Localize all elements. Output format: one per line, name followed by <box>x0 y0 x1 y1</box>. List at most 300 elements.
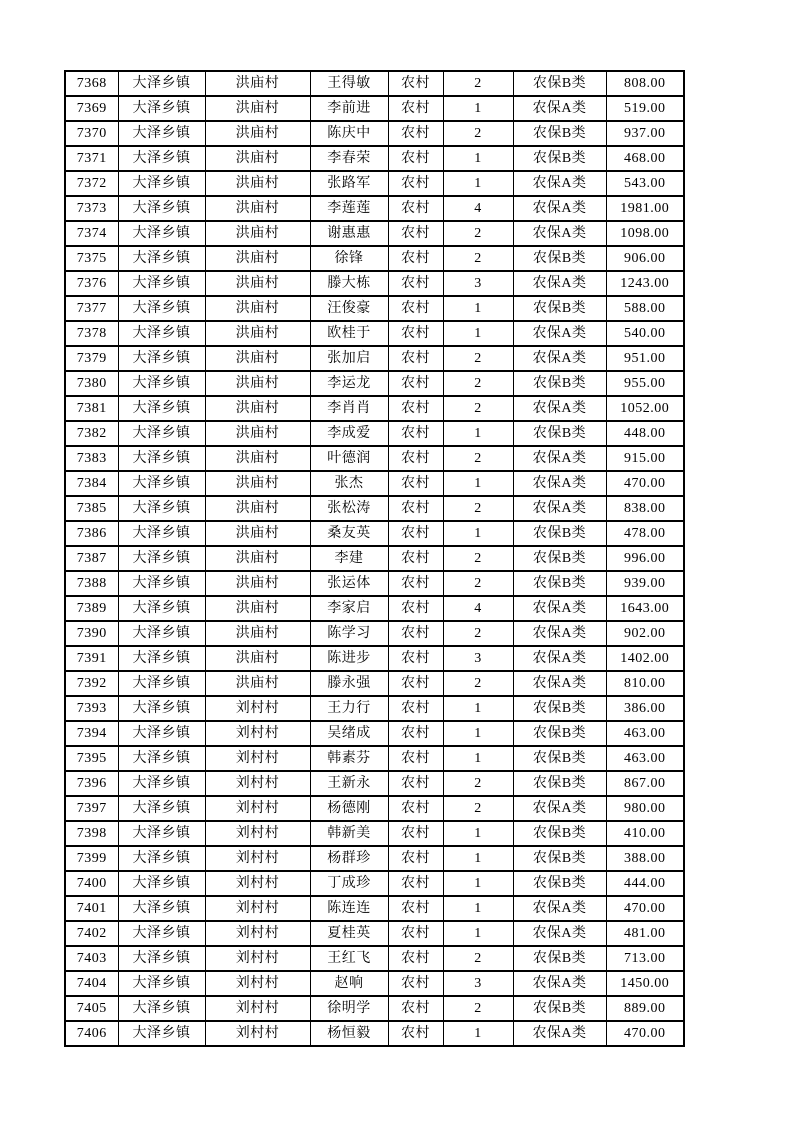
table-row <box>65 421 684 446</box>
cell-person-name: 李莲莲 <box>310 196 388 221</box>
cell-amount: 980.00 <box>606 796 684 821</box>
cell-serial-number: 7406 <box>65 1021 118 1046</box>
cell-person-name: 陈进步 <box>310 646 388 671</box>
cell-person-name: 赵响 <box>310 971 388 996</box>
cell-insurance-class: 农保B类 <box>513 146 606 171</box>
cell-township: 大泽乡镇 <box>118 396 205 421</box>
cell-township: 大泽乡镇 <box>118 421 205 446</box>
cell-insurance-class: 农保A类 <box>513 796 606 821</box>
table-row <box>65 896 684 921</box>
cell-person-name: 韩新美 <box>310 821 388 846</box>
cell-village: 洪庙村 <box>205 71 310 96</box>
cell-residence-type: 农村 <box>388 546 443 571</box>
table-row <box>65 371 684 396</box>
cell-residence-type: 农村 <box>388 221 443 246</box>
cell-person-count: 1 <box>443 871 513 896</box>
cell-township: 大泽乡镇 <box>118 196 205 221</box>
cell-insurance-class: 农保A类 <box>513 96 606 121</box>
cell-serial-number: 7394 <box>65 721 118 746</box>
cell-person-count: 1 <box>443 96 513 121</box>
cell-residence-type: 农村 <box>388 196 443 221</box>
cell-residence-type: 农村 <box>388 646 443 671</box>
cell-amount: 519.00 <box>606 96 684 121</box>
cell-residence-type: 农村 <box>388 421 443 446</box>
cell-residence-type: 农村 <box>388 521 443 546</box>
cell-person-name: 李家启 <box>310 596 388 621</box>
table-row <box>65 621 684 646</box>
cell-serial-number: 7386 <box>65 521 118 546</box>
cell-person-count: 2 <box>443 221 513 246</box>
cell-person-count: 2 <box>443 796 513 821</box>
cell-residence-type: 农村 <box>388 371 443 396</box>
cell-person-name: 王红飞 <box>310 946 388 971</box>
cell-amount: 838.00 <box>606 496 684 521</box>
cell-serial-number: 7401 <box>65 896 118 921</box>
cell-person-count: 3 <box>443 646 513 671</box>
cell-person-count: 2 <box>443 496 513 521</box>
cell-residence-type: 农村 <box>388 71 443 96</box>
cell-insurance-class: 农保A类 <box>513 471 606 496</box>
cell-residence-type: 农村 <box>388 96 443 121</box>
cell-insurance-class: 农保A类 <box>513 921 606 946</box>
table-row <box>65 446 684 471</box>
cell-insurance-class: 农保B类 <box>513 821 606 846</box>
cell-residence-type: 农村 <box>388 796 443 821</box>
table-row <box>65 546 684 571</box>
cell-residence-type: 农村 <box>388 146 443 171</box>
cell-person-name: 王力行 <box>310 696 388 721</box>
cell-serial-number: 7372 <box>65 171 118 196</box>
cell-serial-number: 7398 <box>65 821 118 846</box>
cell-amount: 444.00 <box>606 871 684 896</box>
cell-serial-number: 7378 <box>65 321 118 346</box>
cell-serial-number: 7370 <box>65 121 118 146</box>
table-row <box>65 771 684 796</box>
cell-residence-type: 农村 <box>388 446 443 471</box>
table-row <box>65 246 684 271</box>
cell-person-count: 2 <box>443 396 513 421</box>
cell-township: 大泽乡镇 <box>118 871 205 896</box>
cell-serial-number: 7380 <box>65 371 118 396</box>
cell-person-count: 1 <box>443 896 513 921</box>
cell-person-name: 李前进 <box>310 96 388 121</box>
cell-serial-number: 7396 <box>65 771 118 796</box>
table-row <box>65 746 684 771</box>
table-row <box>65 796 684 821</box>
table-row <box>65 471 684 496</box>
cell-person-count: 1 <box>443 471 513 496</box>
cell-person-count: 2 <box>443 671 513 696</box>
cell-township: 大泽乡镇 <box>118 921 205 946</box>
cell-village: 洪庙村 <box>205 171 310 196</box>
cell-township: 大泽乡镇 <box>118 146 205 171</box>
cell-insurance-class: 农保B类 <box>513 421 606 446</box>
cell-serial-number: 7369 <box>65 96 118 121</box>
cell-person-count: 1 <box>443 821 513 846</box>
cell-person-count: 1 <box>443 696 513 721</box>
table-row <box>65 846 684 871</box>
cell-person-name: 李运龙 <box>310 371 388 396</box>
cell-person-count: 2 <box>443 946 513 971</box>
cell-insurance-class: 农保A类 <box>513 596 606 621</box>
cell-residence-type: 农村 <box>388 296 443 321</box>
cell-township: 大泽乡镇 <box>118 996 205 1021</box>
cell-residence-type: 农村 <box>388 571 443 596</box>
cell-residence-type: 农村 <box>388 246 443 271</box>
cell-person-count: 4 <box>443 196 513 221</box>
cell-township: 大泽乡镇 <box>118 721 205 746</box>
cell-township: 大泽乡镇 <box>118 296 205 321</box>
cell-amount: 1243.00 <box>606 271 684 296</box>
cell-township: 大泽乡镇 <box>118 71 205 96</box>
table-row <box>65 321 684 346</box>
cell-insurance-class: 农保A类 <box>513 496 606 521</box>
table-row <box>65 171 684 196</box>
cell-amount: 713.00 <box>606 946 684 971</box>
table-row <box>65 646 684 671</box>
cell-person-count: 1 <box>443 321 513 346</box>
cell-township: 大泽乡镇 <box>118 271 205 296</box>
cell-village: 刘村村 <box>205 696 310 721</box>
table-row <box>65 871 684 896</box>
cell-village: 洪庙村 <box>205 496 310 521</box>
cell-residence-type: 农村 <box>388 671 443 696</box>
cell-serial-number: 7391 <box>65 646 118 671</box>
cell-person-count: 3 <box>443 271 513 296</box>
table-row <box>65 121 684 146</box>
cell-person-count: 2 <box>443 346 513 371</box>
cell-amount: 463.00 <box>606 721 684 746</box>
cell-insurance-class: 农保B类 <box>513 296 606 321</box>
data-table <box>64 70 685 1047</box>
cell-serial-number: 7400 <box>65 871 118 896</box>
cell-village: 刘村村 <box>205 896 310 921</box>
cell-amount: 808.00 <box>606 71 684 96</box>
cell-residence-type: 农村 <box>388 121 443 146</box>
cell-residence-type: 农村 <box>388 396 443 421</box>
cell-residence-type: 农村 <box>388 946 443 971</box>
cell-township: 大泽乡镇 <box>118 546 205 571</box>
cell-amount: 1981.00 <box>606 196 684 221</box>
cell-residence-type: 农村 <box>388 621 443 646</box>
cell-person-name: 夏桂英 <box>310 921 388 946</box>
cell-village: 洪庙村 <box>205 546 310 571</box>
cell-amount: 937.00 <box>606 121 684 146</box>
cell-person-count: 2 <box>443 771 513 796</box>
cell-person-count: 2 <box>443 246 513 271</box>
cell-residence-type: 农村 <box>388 321 443 346</box>
cell-insurance-class: 农保A类 <box>513 621 606 646</box>
cell-amount: 481.00 <box>606 921 684 946</box>
cell-township: 大泽乡镇 <box>118 346 205 371</box>
cell-village: 洪庙村 <box>205 621 310 646</box>
cell-person-name: 张运体 <box>310 571 388 596</box>
cell-person-name: 欧桂于 <box>310 321 388 346</box>
cell-serial-number: 7388 <box>65 571 118 596</box>
cell-amount: 470.00 <box>606 471 684 496</box>
cell-insurance-class: 农保B类 <box>513 546 606 571</box>
cell-residence-type: 农村 <box>388 496 443 521</box>
cell-person-count: 2 <box>443 121 513 146</box>
cell-amount: 1643.00 <box>606 596 684 621</box>
cell-person-count: 2 <box>443 571 513 596</box>
cell-village: 洪庙村 <box>205 371 310 396</box>
cell-amount: 1402.00 <box>606 646 684 671</box>
cell-village: 洪庙村 <box>205 271 310 296</box>
cell-village: 刘村村 <box>205 871 310 896</box>
cell-amount: 470.00 <box>606 896 684 921</box>
cell-township: 大泽乡镇 <box>118 771 205 796</box>
cell-person-name: 张松涛 <box>310 496 388 521</box>
cell-residence-type: 农村 <box>388 921 443 946</box>
cell-person-name: 徐锋 <box>310 246 388 271</box>
cell-person-name: 张杰 <box>310 471 388 496</box>
cell-township: 大泽乡镇 <box>118 1021 205 1046</box>
cell-residence-type: 农村 <box>388 696 443 721</box>
table-row <box>65 996 684 1021</box>
cell-amount: 463.00 <box>606 746 684 771</box>
cell-village: 刘村村 <box>205 996 310 1021</box>
cell-serial-number: 7377 <box>65 296 118 321</box>
cell-serial-number: 7399 <box>65 846 118 871</box>
cell-amount: 478.00 <box>606 521 684 546</box>
cell-person-name: 陈学习 <box>310 621 388 646</box>
cell-serial-number: 7381 <box>65 396 118 421</box>
cell-township: 大泽乡镇 <box>118 671 205 696</box>
cell-serial-number: 7395 <box>65 746 118 771</box>
cell-village: 洪庙村 <box>205 121 310 146</box>
cell-insurance-class: 农保B类 <box>513 771 606 796</box>
cell-village: 洪庙村 <box>205 596 310 621</box>
cell-residence-type: 农村 <box>388 846 443 871</box>
cell-person-name: 张路军 <box>310 171 388 196</box>
cell-serial-number: 7374 <box>65 221 118 246</box>
cell-amount: 996.00 <box>606 546 684 571</box>
cell-village: 刘村村 <box>205 746 310 771</box>
cell-person-name: 丁成珍 <box>310 871 388 896</box>
cell-amount: 955.00 <box>606 371 684 396</box>
cell-amount: 1052.00 <box>606 396 684 421</box>
cell-insurance-class: 农保B类 <box>513 571 606 596</box>
cell-insurance-class: 农保B类 <box>513 871 606 896</box>
cell-residence-type: 农村 <box>388 871 443 896</box>
cell-village: 刘村村 <box>205 796 310 821</box>
cell-amount: 386.00 <box>606 696 684 721</box>
cell-serial-number: 7402 <box>65 921 118 946</box>
cell-serial-number: 7392 <box>65 671 118 696</box>
cell-village: 洪庙村 <box>205 221 310 246</box>
cell-person-count: 2 <box>443 621 513 646</box>
cell-insurance-class: 农保B类 <box>513 996 606 1021</box>
cell-person-name: 王得敏 <box>310 71 388 96</box>
cell-serial-number: 7382 <box>65 421 118 446</box>
cell-residence-type: 农村 <box>388 1021 443 1046</box>
cell-serial-number: 7371 <box>65 146 118 171</box>
cell-person-name: 谢惠惠 <box>310 221 388 246</box>
cell-amount: 543.00 <box>606 171 684 196</box>
cell-residence-type: 农村 <box>388 596 443 621</box>
cell-serial-number: 7403 <box>65 946 118 971</box>
cell-insurance-class: 农保A类 <box>513 321 606 346</box>
cell-township: 大泽乡镇 <box>118 246 205 271</box>
table-row <box>65 96 684 121</box>
cell-village: 洪庙村 <box>205 421 310 446</box>
cell-insurance-class: 农保B类 <box>513 946 606 971</box>
cell-village: 洪庙村 <box>205 321 310 346</box>
cell-township: 大泽乡镇 <box>118 121 205 146</box>
cell-insurance-class: 农保A类 <box>513 396 606 421</box>
cell-person-count: 2 <box>443 71 513 96</box>
cell-township: 大泽乡镇 <box>118 821 205 846</box>
cell-residence-type: 农村 <box>388 346 443 371</box>
table-row <box>65 271 684 296</box>
cell-insurance-class: 农保B类 <box>513 246 606 271</box>
cell-person-name: 滕大栋 <box>310 271 388 296</box>
cell-township: 大泽乡镇 <box>118 496 205 521</box>
cell-amount: 470.00 <box>606 1021 684 1046</box>
cell-person-count: 1 <box>443 721 513 746</box>
cell-township: 大泽乡镇 <box>118 746 205 771</box>
cell-township: 大泽乡镇 <box>118 171 205 196</box>
cell-township: 大泽乡镇 <box>118 946 205 971</box>
cell-township: 大泽乡镇 <box>118 646 205 671</box>
cell-serial-number: 7404 <box>65 971 118 996</box>
cell-person-count: 1 <box>443 421 513 446</box>
cell-township: 大泽乡镇 <box>118 846 205 871</box>
cell-person-name: 韩素芬 <box>310 746 388 771</box>
cell-amount: 939.00 <box>606 571 684 596</box>
cell-amount: 1450.00 <box>606 971 684 996</box>
cell-person-name: 杨德刚 <box>310 796 388 821</box>
cell-amount: 902.00 <box>606 621 684 646</box>
cell-village: 刘村村 <box>205 771 310 796</box>
cell-person-count: 1 <box>443 921 513 946</box>
cell-insurance-class: 农保A类 <box>513 446 606 471</box>
cell-township: 大泽乡镇 <box>118 96 205 121</box>
cell-amount: 889.00 <box>606 996 684 1021</box>
cell-residence-type: 农村 <box>388 971 443 996</box>
cell-township: 大泽乡镇 <box>118 571 205 596</box>
cell-insurance-class: 农保B类 <box>513 371 606 396</box>
table-row <box>65 721 684 746</box>
cell-township: 大泽乡镇 <box>118 796 205 821</box>
cell-amount: 810.00 <box>606 671 684 696</box>
cell-amount: 1098.00 <box>606 221 684 246</box>
cell-person-count: 1 <box>443 1021 513 1046</box>
cell-township: 大泽乡镇 <box>118 896 205 921</box>
cell-village: 洪庙村 <box>205 571 310 596</box>
cell-village: 洪庙村 <box>205 646 310 671</box>
cell-person-count: 1 <box>443 146 513 171</box>
cell-serial-number: 7393 <box>65 696 118 721</box>
cell-insurance-class: 农保A类 <box>513 346 606 371</box>
cell-residence-type: 农村 <box>388 171 443 196</box>
cell-serial-number: 7368 <box>65 71 118 96</box>
cell-amount: 410.00 <box>606 821 684 846</box>
cell-amount: 915.00 <box>606 446 684 471</box>
table-row <box>65 696 684 721</box>
cell-person-count: 4 <box>443 596 513 621</box>
cell-village: 洪庙村 <box>205 471 310 496</box>
table-row <box>65 296 684 321</box>
cell-person-count: 1 <box>443 521 513 546</box>
cell-amount: 448.00 <box>606 421 684 446</box>
cell-insurance-class: 农保A类 <box>513 1021 606 1046</box>
cell-serial-number: 7383 <box>65 446 118 471</box>
table-row <box>65 71 684 96</box>
cell-residence-type: 农村 <box>388 996 443 1021</box>
table-row <box>65 496 684 521</box>
cell-village: 刘村村 <box>205 721 310 746</box>
table-row <box>65 671 684 696</box>
cell-village: 洪庙村 <box>205 196 310 221</box>
cell-township: 大泽乡镇 <box>118 971 205 996</box>
cell-township: 大泽乡镇 <box>118 596 205 621</box>
cell-person-name: 桑友英 <box>310 521 388 546</box>
table-row <box>65 571 684 596</box>
cell-township: 大泽乡镇 <box>118 621 205 646</box>
cell-township: 大泽乡镇 <box>118 371 205 396</box>
cell-insurance-class: 农保B类 <box>513 846 606 871</box>
cell-person-name: 陈庆中 <box>310 121 388 146</box>
cell-amount: 951.00 <box>606 346 684 371</box>
cell-insurance-class: 农保A类 <box>513 171 606 196</box>
cell-serial-number: 7379 <box>65 346 118 371</box>
table-row <box>65 921 684 946</box>
table-row <box>65 146 684 171</box>
cell-amount: 468.00 <box>606 146 684 171</box>
cell-serial-number: 7390 <box>65 621 118 646</box>
table-row <box>65 821 684 846</box>
cell-serial-number: 7389 <box>65 596 118 621</box>
cell-residence-type: 农村 <box>388 771 443 796</box>
cell-person-name: 陈连连 <box>310 896 388 921</box>
cell-amount: 588.00 <box>606 296 684 321</box>
cell-township: 大泽乡镇 <box>118 321 205 346</box>
table-row <box>65 971 684 996</box>
cell-village: 刘村村 <box>205 946 310 971</box>
cell-person-count: 1 <box>443 846 513 871</box>
cell-serial-number: 7375 <box>65 246 118 271</box>
cell-township: 大泽乡镇 <box>118 471 205 496</box>
cell-person-count: 2 <box>443 996 513 1021</box>
table-row <box>65 346 684 371</box>
cell-person-count: 2 <box>443 446 513 471</box>
cell-insurance-class: 农保A类 <box>513 221 606 246</box>
cell-village: 洪庙村 <box>205 396 310 421</box>
cell-serial-number: 7405 <box>65 996 118 1021</box>
cell-township: 大泽乡镇 <box>118 521 205 546</box>
cell-insurance-class: 农保A类 <box>513 971 606 996</box>
cell-person-name: 李肖肖 <box>310 396 388 421</box>
cell-village: 洪庙村 <box>205 446 310 471</box>
cell-village: 刘村村 <box>205 971 310 996</box>
cell-person-name: 杨恒毅 <box>310 1021 388 1046</box>
cell-insurance-class: 农保A类 <box>513 646 606 671</box>
table-container <box>64 70 685 1047</box>
cell-residence-type: 农村 <box>388 471 443 496</box>
cell-insurance-class: 农保B类 <box>513 121 606 146</box>
cell-residence-type: 农村 <box>388 821 443 846</box>
cell-insurance-class: 农保B类 <box>513 71 606 96</box>
cell-person-name: 李建 <box>310 546 388 571</box>
cell-person-count: 2 <box>443 546 513 571</box>
cell-serial-number: 7385 <box>65 496 118 521</box>
cell-amount: 867.00 <box>606 771 684 796</box>
cell-person-count: 1 <box>443 171 513 196</box>
cell-person-name: 滕永强 <box>310 671 388 696</box>
table-row <box>65 396 684 421</box>
